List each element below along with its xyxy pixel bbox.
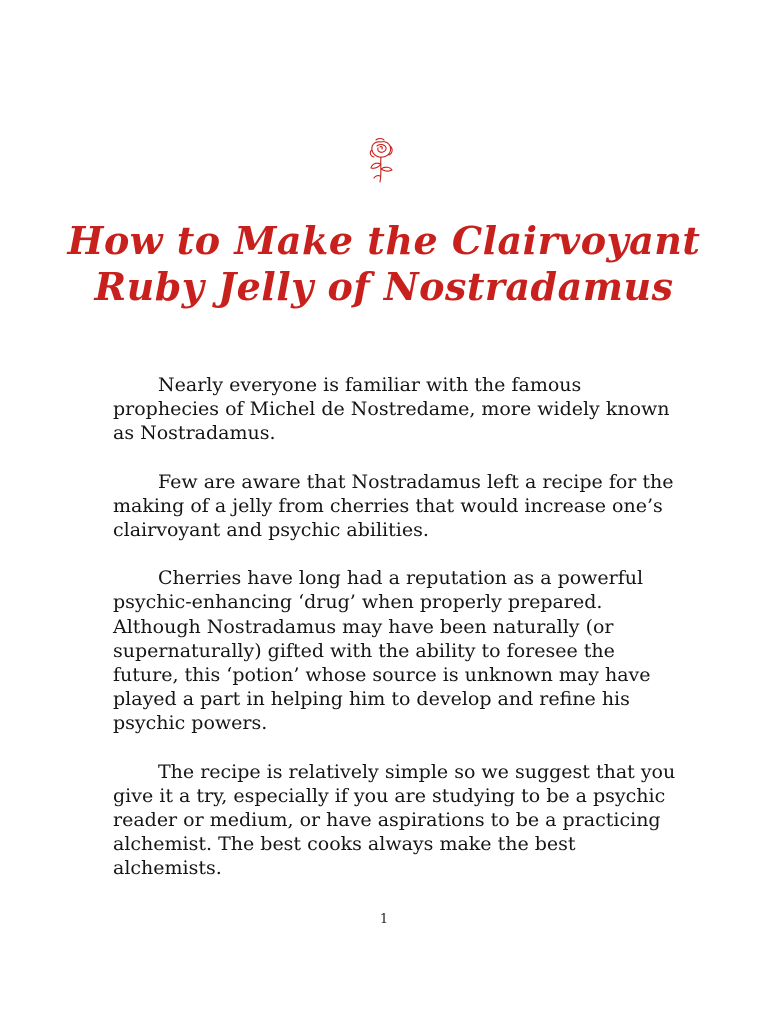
title-line-2: Ruby Jelly of Nostradamus xyxy=(94,264,674,309)
paragraph-2: Few are aware that Nostradamus left a recipe for the making of a jelly from cherries that would increase one’s clairvoyant and psychic abilities. xyxy=(113,470,674,542)
paragraph-3: Cherries have long had a reputation as a powerful psychic-enhancing ‘drug’ when properly prepared. Although Nostradamus may have been naturally (or supernaturally) gifted with the ability to foresee the future, this ‘potion’ whose source is unknown may have played a part in helping him to develop and refine his psychic powers. xyxy=(113,567,651,735)
paragraph-4: The recipe is relatively simple so we suggest that you give it a try, especially if you are studying to be a psychic reader or medium, or have aspirations to be a practicing alchemist. The best cooks always make the best alchemists. xyxy=(113,760,676,880)
rose-icon xyxy=(364,136,398,184)
page-number: 1 xyxy=(379,912,389,927)
title-line-1: How to Make the Clairvoyant xyxy=(67,218,701,263)
page-title xyxy=(0,218,768,310)
paragraph-1: Nearly everyone is familiar with the famous prophecies of Michel de Nostredame, more widely known as Nostradamus. xyxy=(113,374,670,445)
body-text xyxy=(113,373,683,905)
